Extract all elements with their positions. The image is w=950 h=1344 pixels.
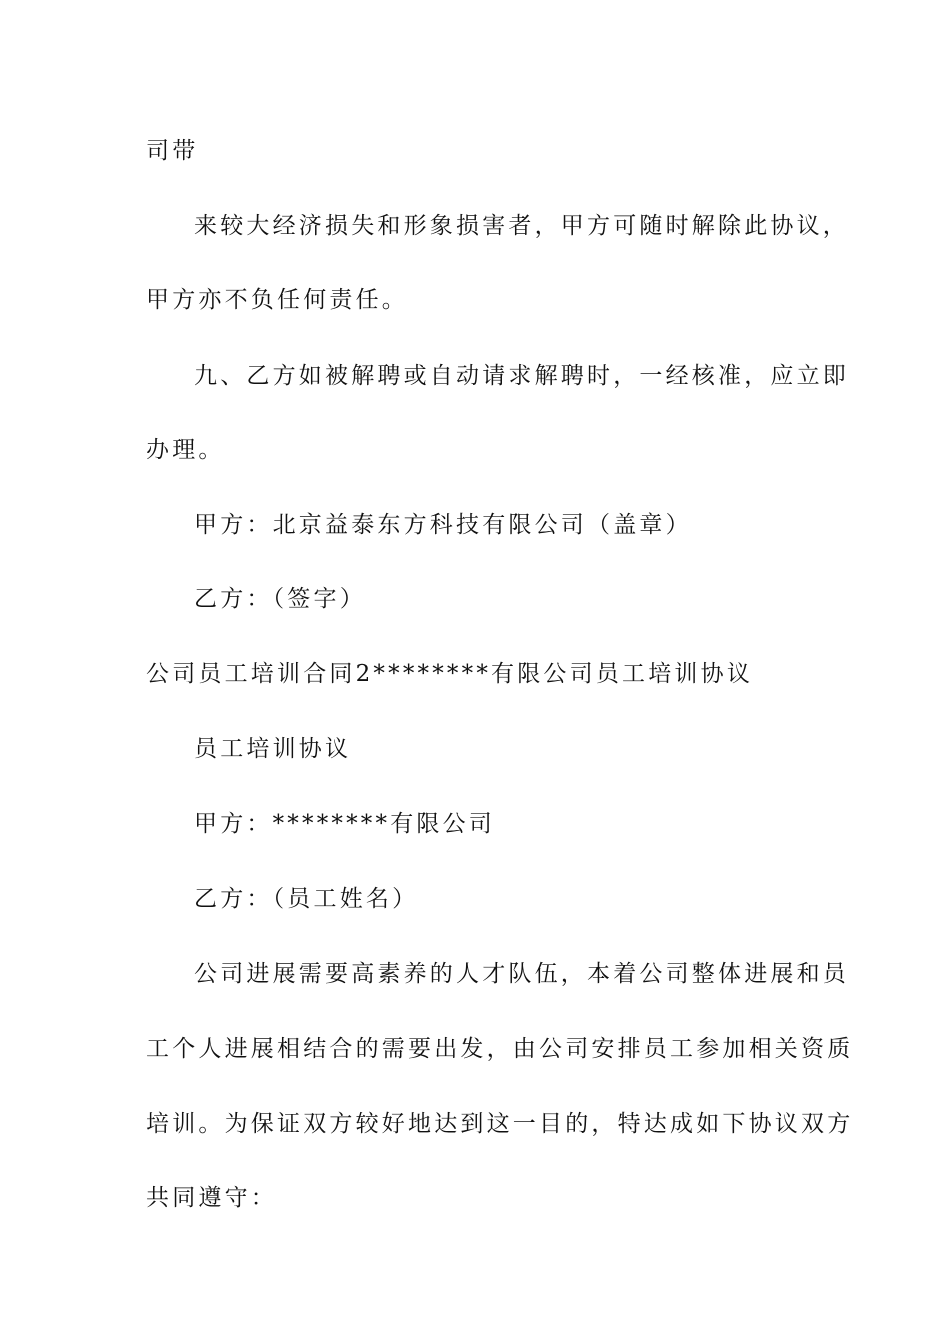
signatory-party-b: 乙方：（签字） [194, 586, 366, 612]
text-line: 办理。 [146, 437, 225, 463]
agreement-title: 员工培训协议 [194, 736, 352, 762]
section-heading: 公司员工培训合同2********有限公司员工培训协议 [146, 661, 754, 687]
text-line: 甲方亦不负任何责任。 [146, 287, 408, 313]
text-line: 来较大经济损失和形象损害者，甲方可随时解除此协议， [194, 213, 849, 239]
party-b-line: 乙方：（员工姓名） [194, 886, 419, 912]
party-a-line: 甲方：********有限公司 [194, 811, 495, 837]
text-line: 共同遵守： [146, 1185, 277, 1211]
text-line: 公司进展需要高素养的人才队伍，本着公司整体进展和员 [194, 961, 849, 987]
text-line: 司带 [146, 138, 199, 164]
text-line: 工个人进展相结合的需要出发，由公司安排员工参加相关资质 [146, 1036, 854, 1062]
text-line: 九、乙方如被解聘或自动请求解聘时，一经核准，应立即 [194, 363, 849, 389]
signatory-party-a: 甲方：北京益泰东方科技有限公司（盖章） [194, 512, 692, 538]
text-line: 培训。为保证双方较好地达到这一目的，特达成如下协议双方 [146, 1111, 854, 1137]
